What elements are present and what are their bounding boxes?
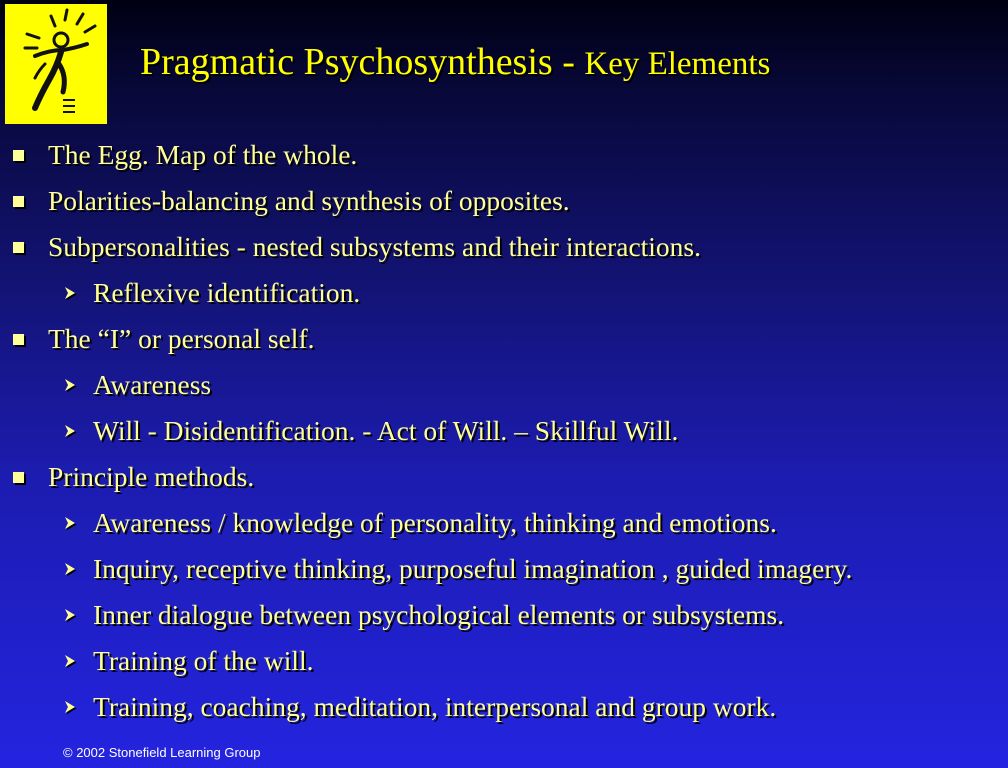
bullet-item: The Egg. Map of the whole. [48,139,358,170]
square-bullet-icon [13,242,24,253]
bullet-item: The “I” or personal self. [48,323,315,354]
sub-bullet-item: Reflexive identification. [93,277,361,308]
arrow-bullet-icon [63,378,77,392]
arrow-bullet-icon [63,608,77,622]
arrow-bullet-icon [63,700,77,714]
copyright-footer: © 2002 Stonefield Learning Group [63,745,261,760]
bullet-item: Polarities-balancing and synthesis of opposites. [48,185,570,216]
square-bullet-icon [13,196,24,207]
square-bullet-icon [13,150,24,161]
bullet-item: Subpersonalities - nested subsystems and their interactions. [48,231,702,262]
sub-bullet-item: Will - Disidentification. - Act of Will. – Skillful Will. [93,415,679,446]
square-bullet-icon [13,472,24,483]
sub-bullet-item: Awareness [93,369,212,400]
sub-bullet-item: Inner dialogue between psychological elements or subsystems. [93,599,785,630]
sub-bullet-item: Training, coaching, meditation, interpersonal and group work. [93,691,777,722]
arrow-bullet-icon [63,286,77,300]
arrow-bullet-icon [63,424,77,438]
arrow-bullet-icon [63,562,77,576]
arrow-bullet-icon [63,516,77,530]
sub-bullet-item: Inquiry, receptive thinking, purposeful imagination , guided imagery. [93,553,853,584]
sub-bullet-item: Training of the will. [93,645,314,676]
title-sub: Key Elements [584,46,771,82]
title-main: Pragmatic Psychosynthesis - [140,41,585,83]
arrow-bullet-icon [63,654,77,668]
sub-bullet-item: Awareness / knowledge of personality, thinking and emotions. [93,507,777,538]
square-bullet-icon [13,334,24,345]
bullet-item: Principle methods. [48,461,255,492]
